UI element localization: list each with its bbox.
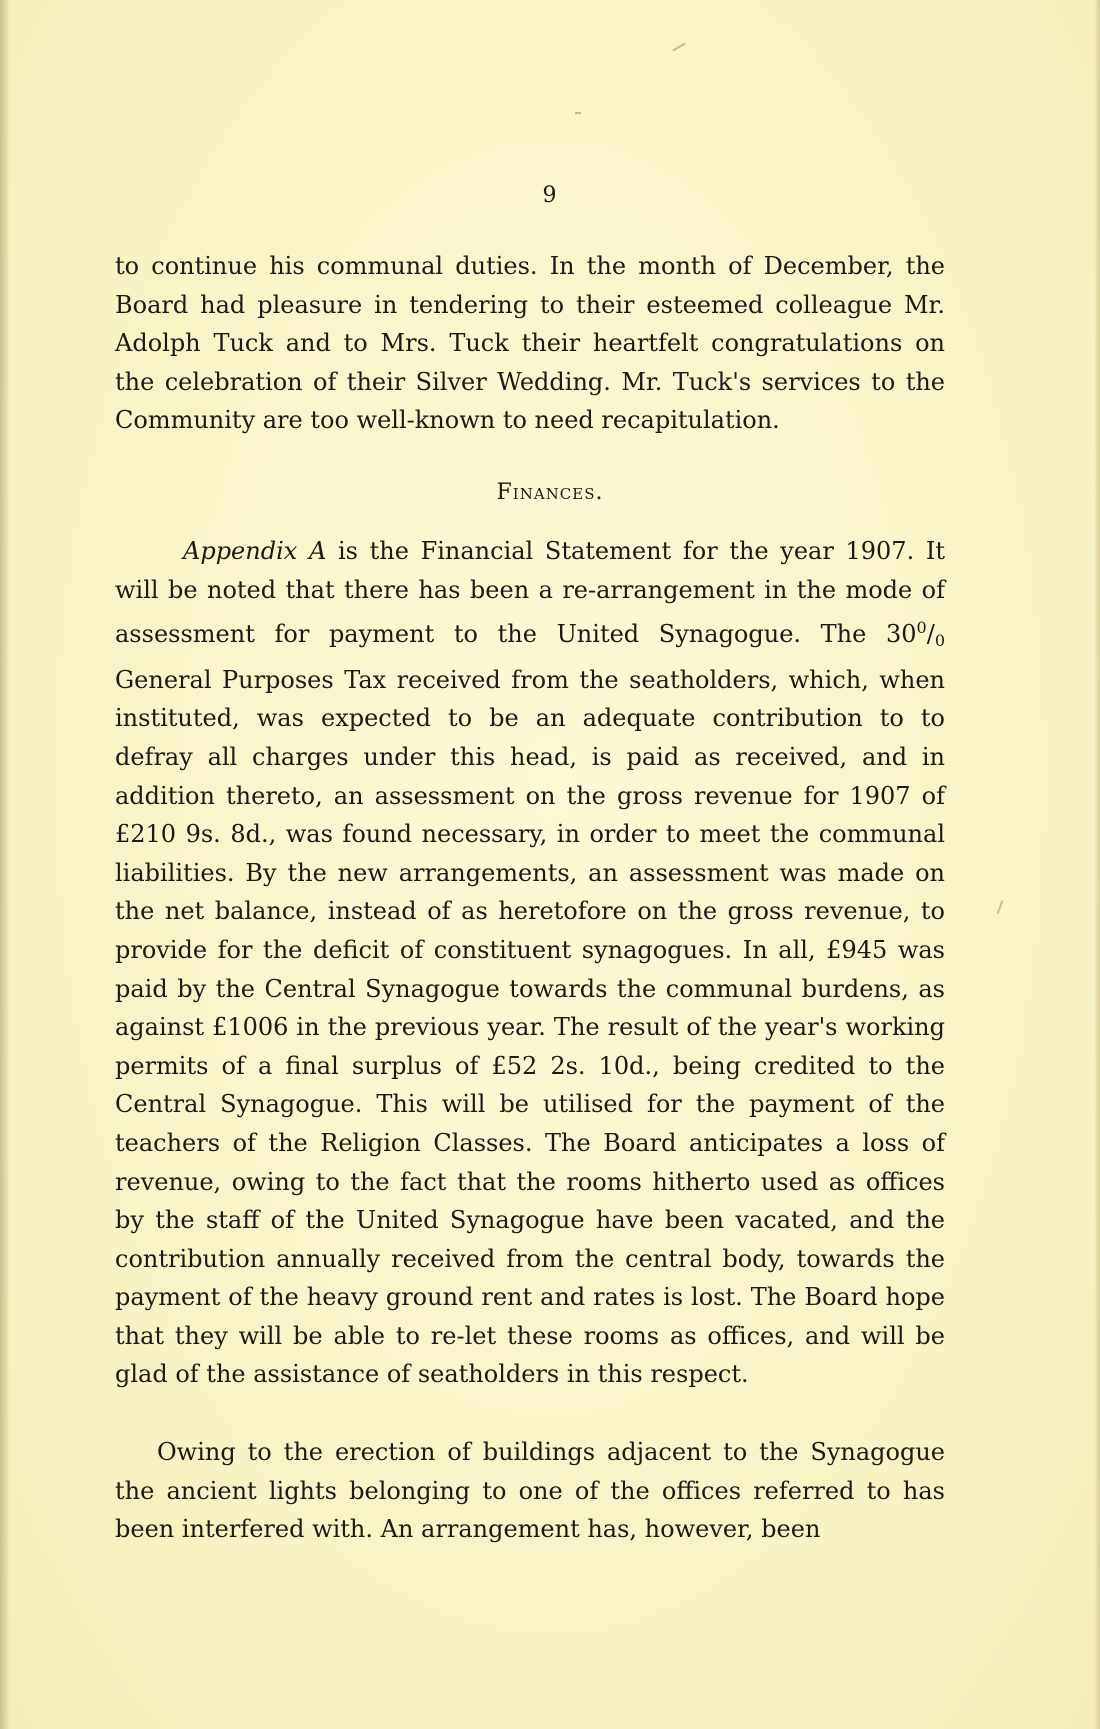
paper-speck	[672, 43, 685, 52]
paragraph-text-part-a: is the Financial Statement for the year 1907. It will be noted that there has been a re-arrangement in the mode of assessment for payment to the United Synagogue. The 30	[115, 537, 945, 649]
section-heading-finances: Finances.	[496, 480, 604, 505]
page-number: 9	[542, 183, 558, 208]
paragraph-text-part-b: General Purposes Tax received from the seatholders, which, when instituted, was expected to be an adequate contribution to to defray all charges under this head, is paid as received, and in addition thereto, an assessment on the gross revenue for 1907 of £210 9s. 8d., was found necessary, in order to meet the communal liabilities. By the new arrangements, an assessment was made on the net balance, instead of as heretofore on the gross revenue, to provide for the deficit of constituent synagogues. In all, £945 was paid by the Central Synagogue towards the communal burdens, as against £1006 in the previous year. The result of the year's working permits of a final surplus of £52 2s. 10d., being credited to the Central Synagogue. This will be utilised for the payment of the teachers of the Religion Classes. The Board anticipates a loss of revenue, owing to the fact that the rooms hitherto used as offices by the staff of the United Synagogue have been vacated, and the contribution annually received from the central body, towards the payment of the heavy ground rent and rates is lost. The Board hope that they will be able to re-let these rooms as offices, and will be glad of the assistance of seatholders in this respect.	[115, 665, 945, 1389]
page-right-edge-shadow	[1094, 0, 1100, 1729]
percent-superscript: 0	[916, 618, 927, 638]
paragraph-ancient-lights: Owing to the erection of buildings adjacent to the Synagogue the ancient lights belonging to one of the offices referred to has been interfered with. An arrangement has, however, been	[115, 1438, 945, 1544]
paper-speck	[575, 112, 581, 114]
percent-slash: /	[926, 620, 935, 649]
paragraph-financial-statement	[115, 532, 945, 1394]
paper-speck	[997, 900, 1004, 914]
appendix-reference: Appendix A	[183, 537, 327, 565]
percent-subscript: 0	[934, 631, 945, 651]
page-left-edge-shadow	[0, 0, 10, 1729]
paragraph-silver-wedding: to continue his communal duties. In the month of December, the Board had pleasure in tendering to their esteemed colleague Mr. Adolph Tuck and to Mrs. Tuck their heartfelt congratulations on the celebration of their Silver Wedding. Mr. Tuck's services to the Community are too well-known to need recapitulation.	[115, 252, 945, 435]
